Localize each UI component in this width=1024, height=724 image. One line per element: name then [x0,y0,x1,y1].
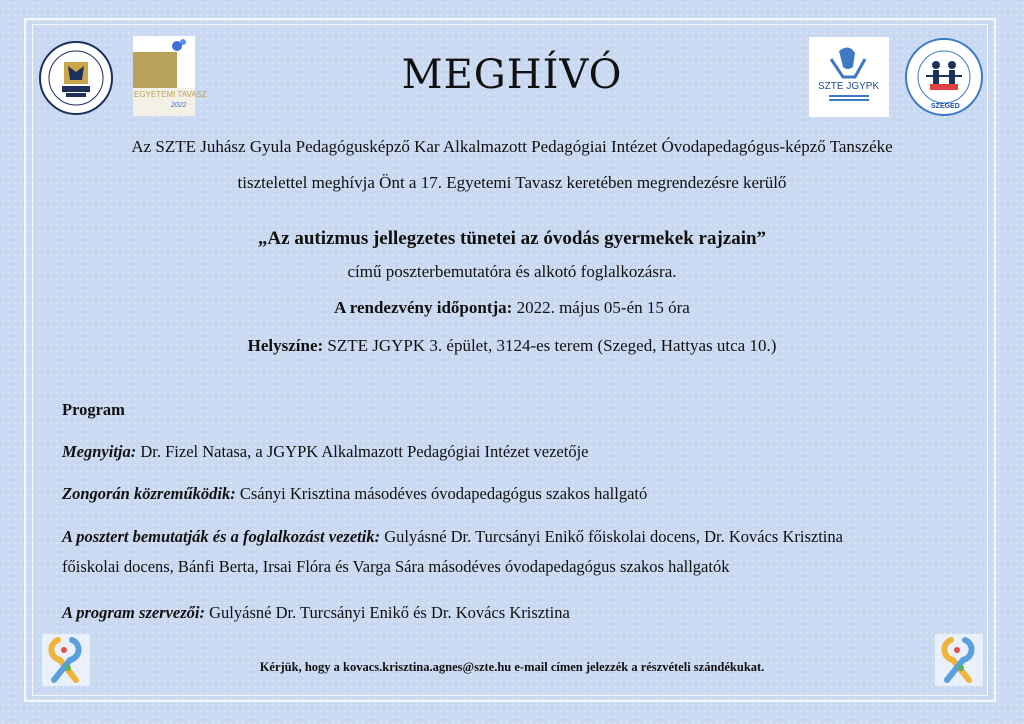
program-organizers [62,598,962,628]
presenters-value-1: Gulyásné Dr. Turcsányi Enikő főiskolai docens, Dr. Kovács Krisztina [384,527,843,546]
program-piano [62,479,962,509]
organizers-value: Gulyásné Dr. Turcsányi Enikő és Dr. Kovács Krisztina [209,603,570,622]
spring-logo-text: EGYETEMI TAVASZ [134,90,207,99]
program-presenters [62,522,962,582]
jgypk-logo-text: SZTE JGYPK [818,81,880,92]
event-date [0,298,1024,318]
organizers-label: A program szervezői: [62,603,206,622]
program-opening [62,437,962,467]
place-label: Helyszíne: [247,336,324,355]
presenters-value-2: főiskolai docens, Bánfi Berta, Irsai Flóra és Varga Sára másodéves óvodapedagógus szakos hallgatók [62,557,730,576]
inner-frame [32,24,988,696]
event-place [0,336,1024,356]
event-subtitle: című poszterbemutatóra és alkotó foglalkozásra. [347,262,677,281]
opening-value: Dr. Fizel Natasa, a JGYPK Alkalmazott Pedagógiai Intézet vezetője [140,442,589,461]
spring-logo-year: 2022 [171,102,187,109]
piano-value: Csányi Krisztina másodéves óvodapedagógus szakos hallgató [239,484,648,503]
badge-logo-text: SZEGED [931,103,960,110]
lecture-title: „Az autizmus jellegzetes tünetei az óvodás gyermekek rajzain” [257,228,767,249]
date-label: A rendezvény időpontja: [334,298,513,317]
date-value: 2022. május 05-én 15 óra [516,298,690,317]
piano-label: Zongorán közreműködik: [62,484,236,503]
szte-jgypk-logo [809,37,889,117]
intro-line-2: tisztelettel meghívja Önt a 17. Egyetemi Tavasz keretében megrendezésre kerülő [237,173,787,192]
opening-label: Megnyitja: [62,442,137,461]
intro-line-1: Az SZTE Juhász Gyula Pedagógusképző Kar Alkalmazott Pedagógiai Intézet Óvodapedagógus-képző Tanszéke [131,137,893,156]
program-heading: Program [62,400,125,419]
rsvp-footer: Kérjük, hogy a kovacs.krisztina.agnes@szte.hu e-mail címen jelezzék a részvételi szándékukat. [259,660,765,674]
department-badge-logo [904,37,984,117]
page-title: MEGHÍVÓ [401,52,623,98]
presenters-label: A posztert bemutatják és a foglalkozást vezetik: [62,527,381,546]
place-value: SZTE JGYPK 3. épület, 3124-es terem (Szeged, Hattyas utca 10.) [327,336,777,355]
